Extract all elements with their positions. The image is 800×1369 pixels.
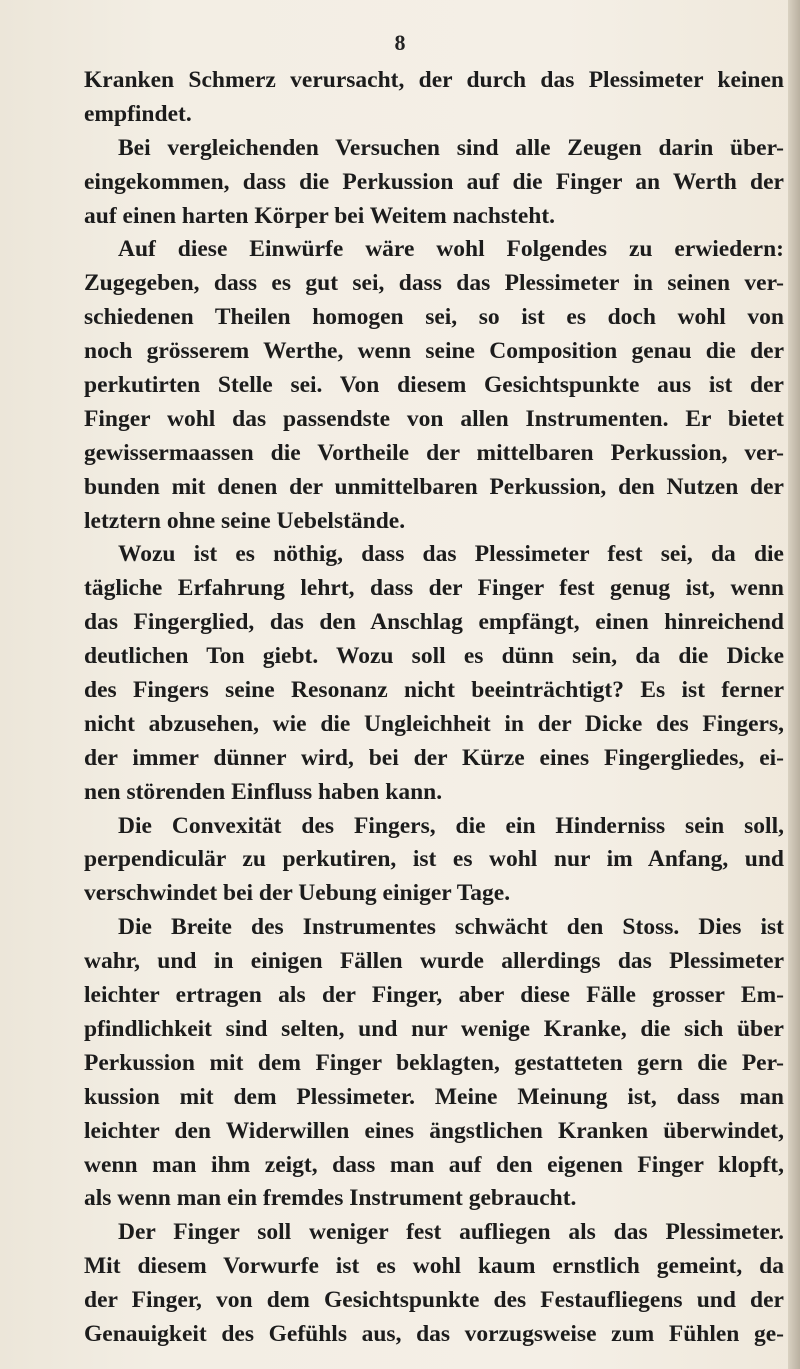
- text-line: letztern ohne seine Uebelstände.: [84, 507, 406, 534]
- page-edge-shadow: [788, 0, 800, 1369]
- text-line: wenn man ihm zeigt, dass man auf den eigenen Finger klopft,: [84, 1151, 784, 1178]
- text-line: Perkussion mit dem Finger beklagten, gestatteten gern die Per-: [84, 1049, 784, 1076]
- text-line: Auf diese Einwürfe wäre wohl Folgendes zu erwiedern:: [118, 236, 784, 263]
- text-line: bunden mit denen der unmittelbaren Perkussion, den Nutzen der: [84, 473, 784, 500]
- text-line: Kranken Schmerz verursacht, der durch das Plessimeter keinen: [84, 67, 784, 93]
- text-line: pfindlichkeit sind selten, und nur wenige Kranke, die sich über: [84, 1015, 784, 1042]
- text-line: Der Finger soll weniger fest aufliegen als das Plessimeter.: [118, 1219, 784, 1246]
- page-number: 8: [394, 30, 406, 55]
- text-line: Die Breite des Instrumentes schwächt den Stoss. Dies ist: [118, 914, 784, 941]
- text-line: nen störenden Einfluss haben kann.: [84, 778, 443, 805]
- text-line: schiedenen Theilen homogen sei, so ist es doch wohl von: [84, 304, 784, 331]
- text-line: nicht abzusehen, wie die Ungleichheit in der Dicke des Fingers,: [84, 710, 784, 737]
- text-line: kussion mit dem Plessimeter. Meine Meinung ist, dass man: [84, 1083, 784, 1110]
- text-line: wahr, und in einigen Fällen wurde allerdings das Plessimeter: [84, 948, 784, 975]
- text-line: tägliche Erfahrung lehrt, dass der Finger fest genug ist, wenn: [84, 575, 784, 602]
- text-line: Finger wohl das passendste von allen Instrumenten. Er bietet: [84, 405, 784, 432]
- text-line: leichter ertragen als der Finger, aber diese Fälle grosser Em-: [84, 982, 784, 1009]
- text-line: perpendiculär zu perkutiren, ist es wohl nur im Anfang, und: [84, 846, 784, 873]
- text-line: Bei vergleichenden Versuchen sind alle Zeugen darin über-: [118, 134, 784, 161]
- text-line: eingekommen, dass die Perkussion auf die Finger an Werth der: [84, 168, 784, 195]
- text-line: Genauigkeit des Gefühls aus, das vorzugsweise zum Fühlen ge-: [84, 1320, 784, 1347]
- text-line: empfindet.: [84, 100, 192, 127]
- text-line: Die Convexität des Fingers, die ein Hinderniss sein soll,: [118, 812, 784, 839]
- text-line: der Finger, von dem Gesichtspunkte des Festaufliegens und der: [84, 1287, 784, 1314]
- text-line: leichter den Widerwillen eines ängstlichen Kranken überwindet,: [84, 1117, 784, 1144]
- text-line: noch grösserem Werthe, wenn seine Composition genau die der: [84, 338, 784, 365]
- text-line: das Fingerglied, das den Anschlag empfängt, einen hinreichend: [84, 609, 784, 636]
- text-line: Zugegeben, dass es gut sei, dass das Plessimeter in seinen ver-: [84, 270, 784, 297]
- text-line: der immer dünner wird, bei der Kürze eines Fingergliedes, ei-: [84, 744, 784, 771]
- text-line: des Fingers seine Resonanz nicht beeinträchtigt? Es ist ferner: [84, 677, 784, 704]
- text-line: als wenn man ein fremdes Instrument gebraucht.: [84, 1185, 577, 1212]
- text-line: perkutirten Stelle sei. Von diesem Gesichtspunkte aus ist der: [84, 372, 784, 399]
- text-line: Wozu ist es nöthig, dass das Plessimeter fest sei, da die: [118, 541, 784, 568]
- body-text: [84, 64, 784, 1352]
- text-line: gewissermaassen die Vortheile der mittelbaren Perkussion, ver-: [84, 439, 784, 466]
- text-line: Mit diesem Vorwurfe ist es wohl kaum ernstlich gemeint, da: [84, 1253, 784, 1280]
- text-line: deutlichen Ton giebt. Wozu soll es dünn sein, da die Dicke: [84, 643, 784, 670]
- text-line: verschwindet bei der Uebung einiger Tage.: [84, 880, 511, 907]
- text-line: auf einen harten Körper bei Weitem nachsteht.: [84, 202, 556, 229]
